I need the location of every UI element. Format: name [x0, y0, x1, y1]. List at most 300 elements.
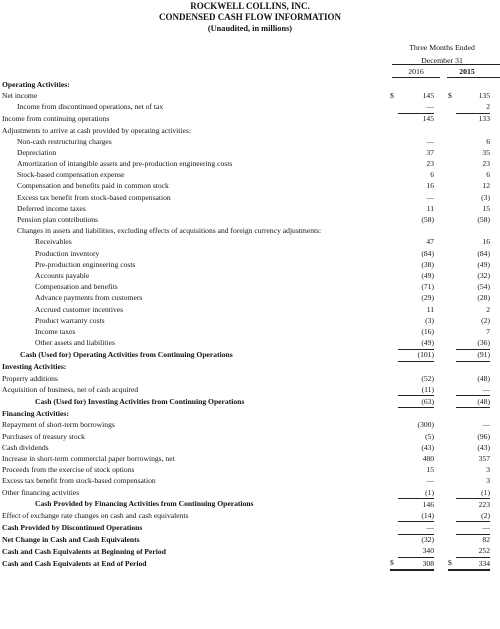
currency-2015 — [448, 136, 456, 147]
table-row — [0, 136, 500, 147]
value-2016: 308 — [398, 557, 434, 570]
column-gap — [434, 373, 448, 384]
table-row — [0, 281, 500, 292]
row-end — [490, 192, 500, 203]
column-gap — [434, 522, 448, 534]
row-label: Adjustments to arrive at cash provided by operating activities: — [2, 125, 191, 135]
row-end — [490, 90, 500, 101]
column-gap — [434, 534, 448, 546]
row-label: Accrued customer incentives — [35, 304, 124, 314]
row-end — [490, 315, 500, 326]
currency-2016: $ — [390, 90, 394, 100]
row-end — [490, 546, 500, 558]
value-2016: (84) — [421, 248, 434, 258]
row-end — [490, 464, 500, 475]
value-2015: (96) — [477, 431, 490, 441]
currency-2016 — [390, 476, 398, 487]
table-row — [0, 125, 500, 136]
row-end — [490, 453, 500, 464]
value-2016: (5) — [425, 431, 434, 441]
row-end — [490, 534, 500, 546]
currency-2016 — [390, 237, 398, 248]
currency-2015 — [448, 431, 456, 442]
row-end — [490, 293, 500, 304]
currency-2015 — [448, 170, 456, 181]
table-row — [0, 113, 500, 125]
value-2016: (52) — [421, 373, 434, 383]
currency-2015 — [448, 464, 456, 475]
table-row — [0, 304, 500, 315]
value-2015: 15 — [482, 203, 490, 213]
value-2016: (58) — [421, 215, 434, 225]
value-2015: (2) — [456, 510, 490, 522]
currency-2016 — [390, 384, 398, 396]
column-gap — [434, 158, 448, 169]
currency-2016 — [390, 431, 398, 442]
period-divider — [392, 64, 500, 65]
value-2016: — — [426, 136, 434, 146]
row-label: Depreciation — [17, 147, 57, 157]
column-gap — [434, 315, 448, 326]
value-2015: 135 — [478, 90, 490, 100]
value-2015: 334 — [456, 557, 490, 570]
row-label: Non-cash restructuring charges — [17, 136, 112, 146]
value-2015 — [456, 125, 490, 136]
row-end — [490, 349, 500, 361]
cash-flow-rows — [0, 79, 500, 570]
currency-2016 — [390, 113, 398, 125]
value-2015 — [456, 361, 490, 373]
currency-2016 — [390, 203, 398, 214]
currency-2016 — [390, 442, 398, 453]
value-2015: (54) — [477, 282, 490, 292]
currency-2015 — [448, 498, 456, 510]
table-row — [0, 361, 500, 373]
currency-2015 — [448, 203, 456, 214]
value-2016: 6 — [430, 170, 434, 180]
row-end — [490, 281, 500, 292]
row-label: Product warranty costs — [35, 315, 105, 325]
column-gap — [434, 557, 448, 570]
column-gap — [434, 396, 448, 408]
value-2016: (38) — [421, 259, 434, 269]
row-label: Proceeds from the exercise of stock options — [2, 465, 135, 475]
value-2016: (49) — [398, 337, 434, 349]
value-2016: 145 — [422, 114, 434, 124]
value-2015: (1) — [456, 487, 490, 499]
column-gap — [434, 293, 448, 304]
currency-2015 — [448, 192, 456, 203]
company-name: ROCKWELL COLLINS, INC. — [190, 1, 310, 11]
value-2016: 340 — [398, 546, 434, 558]
row-end — [490, 203, 500, 214]
column-gap — [434, 90, 448, 101]
row-label: Stock-based compensation expense — [17, 170, 125, 180]
table-row — [0, 315, 500, 326]
column-gap — [434, 125, 448, 136]
currency-2015 — [448, 248, 456, 259]
value-2015: (48) — [477, 373, 490, 383]
table-row — [0, 248, 500, 259]
currency-2015 — [448, 420, 456, 431]
column-gap — [434, 546, 448, 558]
currency-2015 — [448, 259, 456, 270]
table-row — [0, 181, 500, 192]
value-2015: 12 — [482, 181, 490, 191]
table-row — [0, 534, 500, 546]
value-2015: (48) — [456, 396, 490, 408]
row-end — [490, 498, 500, 510]
currency-2016 — [390, 158, 398, 169]
value-2016: 146 — [422, 499, 434, 509]
table-row — [0, 203, 500, 214]
row-label: Cash and Cash Equivalents at End of Period — [2, 558, 147, 568]
column-gap — [434, 304, 448, 315]
row-end — [490, 270, 500, 281]
currency-2015 — [448, 237, 456, 248]
row-end — [490, 259, 500, 270]
row-label: Financing Activities: — [2, 408, 69, 418]
currency-2015 — [448, 214, 456, 225]
value-2016: (49) — [421, 270, 434, 280]
table-row — [0, 337, 500, 349]
value-2015: 23 — [482, 159, 490, 169]
currency-2016 — [390, 337, 398, 349]
value-2015: 2 — [456, 101, 490, 113]
currency-2016: $ — [390, 557, 398, 570]
currency-2015 — [448, 147, 456, 158]
value-2016: (63) — [398, 396, 434, 408]
row-label: Production inventory — [35, 248, 100, 258]
column-gap — [434, 349, 448, 361]
currency-2016 — [390, 125, 398, 136]
column-gap — [434, 476, 448, 487]
row-label: Cash dividends — [2, 442, 49, 452]
value-2016: 11 — [426, 203, 434, 213]
value-2015: (32) — [477, 270, 490, 280]
year-2016-header: 2016 — [408, 67, 424, 76]
value-2015: (58) — [477, 215, 490, 225]
currency-2016 — [390, 101, 398, 113]
currency-2015 — [448, 326, 456, 337]
value-2016: — — [426, 476, 434, 486]
row-label: Compensation and benefits paid in common stock — [17, 181, 169, 191]
value-2015: — — [456, 384, 490, 396]
value-2015: 16 — [482, 237, 490, 247]
row-end — [490, 408, 500, 420]
currency-2015 — [448, 442, 456, 453]
column-gap — [434, 510, 448, 522]
value-2016: (43) — [421, 442, 434, 452]
table-row — [0, 192, 500, 203]
row-label: Investing Activities: — [2, 362, 67, 372]
currency-2015 — [448, 337, 456, 349]
row-end — [490, 487, 500, 499]
column-gap — [434, 214, 448, 225]
currency-2015 — [448, 79, 456, 90]
row-label: Deferred income taxes — [17, 203, 86, 213]
currency-2015 — [448, 270, 456, 281]
row-label: Cash Provided by Discontinued Operations — [2, 523, 143, 533]
value-2015: — — [456, 522, 490, 534]
value-2016: (32) — [421, 535, 434, 545]
value-2016: (300) — [417, 420, 434, 430]
currency-2016 — [390, 510, 398, 522]
value-2015: 252 — [456, 546, 490, 558]
value-2016 — [398, 125, 434, 136]
value-2016: 47 — [426, 237, 434, 247]
cash-flow-table — [0, 79, 500, 571]
column-gap — [434, 281, 448, 292]
value-2015: (84) — [477, 248, 490, 258]
currency-2015 — [448, 510, 456, 522]
table-row — [0, 225, 500, 236]
row-label: Excess tax benefit from stock-based compensation — [2, 476, 156, 486]
value-2015: (36) — [456, 337, 490, 349]
column-gap — [434, 181, 448, 192]
value-2015 — [456, 408, 490, 420]
year-2015-divider — [447, 77, 500, 78]
statement-header — [0, 1, 500, 34]
currency-2015 — [448, 384, 456, 396]
row-label: Cash (Used for) Operating Activities from Continuing Operations — [20, 350, 233, 360]
year-2016-divider — [392, 77, 440, 78]
row-label: Operating Activities: — [2, 79, 70, 89]
column-gap — [434, 464, 448, 475]
row-label: Receivables — [35, 237, 72, 247]
currency-2015 — [448, 534, 456, 546]
table-row — [0, 170, 500, 181]
row-label: Net income — [2, 90, 38, 100]
column-gap — [434, 113, 448, 125]
value-2016: 15 — [426, 465, 434, 475]
currency-2016 — [390, 361, 398, 373]
row-label: Changes in assets and liabilities, excluding effects of acquisitions and foreign currency adjustments: — [17, 226, 322, 236]
table-row — [0, 408, 500, 420]
table-row — [0, 90, 500, 101]
value-2016: (14) — [398, 510, 434, 522]
row-label: Other financing activities — [2, 487, 80, 497]
row-end — [490, 442, 500, 453]
currency-2015 — [448, 546, 456, 558]
value-2016: 23 — [426, 159, 434, 169]
value-2016: 480 — [422, 453, 434, 463]
table-row — [0, 326, 500, 337]
currency-2016 — [390, 498, 398, 510]
value-2015: 82 — [482, 535, 490, 545]
period-label: Three Months Ended — [409, 43, 475, 52]
table-row — [0, 101, 500, 113]
value-2015: 6 — [486, 136, 490, 146]
value-2015: (91) — [456, 349, 490, 361]
row-label: Income from continuing operations — [2, 114, 110, 124]
table-row — [0, 373, 500, 384]
currency-2016 — [390, 349, 398, 361]
column-gap — [434, 431, 448, 442]
row-label: Repayment of short-term borrowings — [2, 420, 115, 430]
row-label: Increase in short-term commercial paper borrowings, net — [2, 453, 175, 463]
value-2015: — — [482, 420, 490, 430]
row-end — [490, 384, 500, 396]
currency-2016 — [390, 281, 398, 292]
currency-2015 — [448, 225, 456, 236]
value-2015: 2 — [486, 304, 490, 314]
value-2015: 35 — [482, 147, 490, 157]
column-gap — [434, 101, 448, 113]
table-row — [0, 431, 500, 442]
value-2016: — — [398, 522, 434, 534]
column-gap — [434, 337, 448, 349]
currency-2016 — [390, 192, 398, 203]
currency-2015 — [448, 373, 456, 384]
column-gap — [434, 79, 448, 90]
currency-2015 — [448, 396, 456, 408]
row-label: Cash (Used for) Investing Activities from Continuing Operations — [35, 397, 245, 407]
row-end — [490, 79, 500, 90]
currency-2016 — [390, 546, 398, 558]
row-end — [490, 476, 500, 487]
currency-2015 — [448, 408, 456, 420]
value-2016: 16 — [426, 181, 434, 191]
currency-2016 — [390, 534, 398, 546]
currency-2015 — [448, 304, 456, 315]
row-label: Cash Provided by Financing Activities from Continuing Operations — [35, 499, 254, 509]
year-2015-header: 2015 — [459, 67, 475, 76]
row-label: Cash and Cash Equivalents at Beginning of Period — [2, 546, 166, 556]
table-row — [0, 510, 500, 522]
currency-2015 — [448, 522, 456, 534]
period-date: December 31 — [421, 56, 463, 65]
table-row — [0, 259, 500, 270]
currency-2016 — [390, 522, 398, 534]
value-2016: (3) — [425, 315, 434, 325]
currency-2015 — [448, 453, 456, 464]
table-row — [0, 546, 500, 558]
currency-2016 — [390, 136, 398, 147]
row-label: Pre-production engineering costs — [35, 259, 136, 269]
table-row — [0, 214, 500, 225]
currency-2016 — [390, 373, 398, 384]
table-row — [0, 270, 500, 281]
row-end — [490, 337, 500, 349]
table-row — [0, 79, 500, 90]
value-2016 — [398, 79, 434, 90]
row-label: Other assets and liabilities — [35, 338, 115, 348]
value-2016: — — [398, 101, 434, 113]
value-2015: 3 — [486, 476, 490, 486]
row-end — [490, 136, 500, 147]
value-2016: 145 — [422, 90, 434, 100]
column-gap — [434, 408, 448, 420]
value-2016 — [398, 225, 434, 236]
row-end — [490, 147, 500, 158]
currency-2016 — [390, 487, 398, 499]
row-end — [490, 557, 500, 570]
row-end — [490, 158, 500, 169]
value-2015: 7 — [486, 326, 490, 336]
currency-2016 — [390, 259, 398, 270]
value-2015: 357 — [478, 453, 490, 463]
value-2016: — — [426, 192, 434, 202]
row-end — [490, 373, 500, 384]
column-gap — [434, 420, 448, 431]
column-gap — [434, 136, 448, 147]
row-end — [490, 125, 500, 136]
row-end — [490, 304, 500, 315]
row-end — [490, 225, 500, 236]
statement-subtitle: (Unaudited, in millions) — [207, 24, 293, 33]
table-row — [0, 487, 500, 499]
table-row — [0, 522, 500, 534]
value-2015 — [456, 225, 490, 236]
row-end — [490, 170, 500, 181]
value-2015: (43) — [477, 442, 490, 452]
row-end — [490, 326, 500, 337]
currency-2016 — [390, 396, 398, 408]
currency-2016 — [390, 315, 398, 326]
column-gap — [434, 147, 448, 158]
row-label: Amortization of intangible assets and pre-production engineering costs — [17, 159, 233, 169]
currency-2015 — [448, 181, 456, 192]
currency-2016 — [390, 453, 398, 464]
table-row — [0, 237, 500, 248]
row-label: Pension plan contributions — [17, 215, 98, 225]
row-end — [490, 431, 500, 442]
value-2015: (2) — [481, 315, 490, 325]
table-row — [0, 147, 500, 158]
table-row — [0, 442, 500, 453]
currency-2016 — [390, 225, 398, 236]
value-2015 — [456, 79, 490, 90]
row-label: Advance payments from customers — [35, 293, 143, 303]
value-2015: (49) — [477, 259, 490, 269]
table-row — [0, 396, 500, 408]
column-gap — [434, 248, 448, 259]
table-row — [0, 293, 500, 304]
row-end — [490, 396, 500, 408]
row-end — [490, 522, 500, 534]
row-end — [490, 181, 500, 192]
table-row — [0, 453, 500, 464]
column-gap — [434, 453, 448, 464]
currency-2015 — [448, 113, 456, 125]
row-label: Net Change in Cash and Cash Equivalents — [2, 535, 140, 545]
table-row — [0, 464, 500, 475]
row-label: Income taxes — [35, 326, 76, 336]
table-row — [0, 384, 500, 396]
currency-2015 — [448, 281, 456, 292]
column-gap — [434, 361, 448, 373]
currency-2015 — [448, 487, 456, 499]
value-2015: 3 — [486, 465, 490, 475]
row-label: Property additions — [2, 373, 58, 383]
column-gap — [434, 326, 448, 337]
currency-2015 — [448, 361, 456, 373]
table-row — [0, 557, 500, 570]
row-end — [490, 237, 500, 248]
value-2015: 133 — [478, 114, 490, 124]
currency-2015 — [448, 349, 456, 361]
currency-2015 — [448, 315, 456, 326]
column-gap — [434, 237, 448, 248]
currency-2016 — [390, 170, 398, 181]
currency-2016 — [390, 304, 398, 315]
row-end — [490, 113, 500, 125]
currency-2016 — [390, 326, 398, 337]
value-2016 — [398, 408, 434, 420]
value-2016: (16) — [421, 326, 434, 336]
row-label: Acquisition of business, net of cash acquired — [2, 385, 139, 395]
